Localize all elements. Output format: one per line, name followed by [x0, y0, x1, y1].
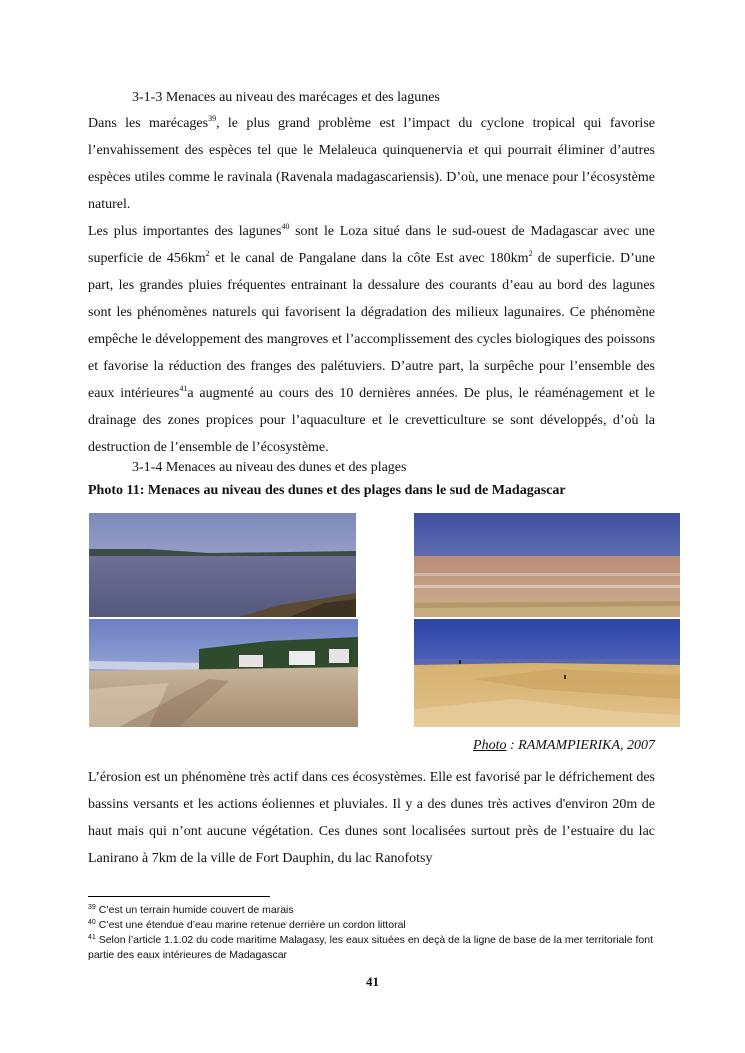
footnote-ref-39: 39	[208, 114, 217, 123]
footnote-40: $^{40}$ C’est une étendue d’eau marine retenue derrière un cordon littoral	[88, 919, 406, 931]
paragraph-marecages: Dans les marécages$^{39}$, le plus grand problème est l’impact du cyclone tropical qui favorise l’envahissement des espèces tel que le Melaleuca quinquenervia et qui pourrait éliminer d’autres espèces utiles comme le ravinala (Ravenala madagascariensis). D’où, une menace pour l’écosystème naturel.	[88, 114, 655, 212]
section-heading-3-1-3: 3-1-3 Menaces au niveau des marécages et des lagunes	[132, 90, 440, 105]
photo-beach-palms	[89, 619, 358, 727]
photo-credit: Photo : RAMAMPIERIKA, 2007	[473, 738, 655, 753]
footnote-ref-41: 41	[179, 384, 188, 393]
photo-caption: Photo 11: Menaces au niveau des dunes et des plages dans le sud de Madagascar	[88, 483, 566, 498]
photo-dune	[414, 619, 680, 727]
photo-lagoon	[89, 513, 356, 617]
photo-sea-horizon	[414, 513, 680, 617]
footnote-41: $^{41}$ Selon l’article 1.1.02 du code maritime Malagasy, les eaux situées en deçà de la ligne de base de la mer territoriale font partie des eaux intérieures de Madagascar	[88, 934, 653, 961]
footnote-ref-40: 40	[281, 222, 290, 231]
footnote-separator	[88, 896, 270, 897]
footnote-39: $^{39}$ C’est un terrain humide couvert de marais	[88, 904, 294, 916]
superscript-2: 2	[528, 249, 533, 258]
section-heading-3-1-4: 3-1-4 Menaces au niveau des dunes et des plages	[132, 460, 407, 475]
page-number: 41	[366, 974, 379, 989]
superscript-2: 2	[205, 249, 210, 258]
paragraph-lagunes: Les plus importantes des lagunes$^{40}$ sont le Loza situé dans le sud-ouest de Madagascar avec une superficie de $456km^2$ et le canal de Pangalane dans la côte Est avec $180km^2$ de superficie. D’une part, les grandes pluies fréquentes entrainant la dessalure des courants d’eau au bord des lagunes sont les phénomènes naturels qui favorisent la dégradation des milieux lagunaires. Ce phénomène empêche le développement des mangroves et l’accomplissement des cycles biologiques des poissons et favorise la réduction des franges des palétuviers. D’autre part, la surpêche pour l’ensemble des eaux intérieures$^{41}$a augmenté au cours des 10 dernières années. De plus, le réaménagement et le drainage des zones propices pour l’aquaculture et le crevetticulture se sont développés, d’où la destruction de l’ensemble de l’écosystème.	[88, 222, 655, 455]
paragraph-erosion: L’érosion est un phénomène très actif dans ces écosystèmes. Elle est favorisé par le défrichement des bassins versants et les actions éoliennes et pluviales. Il y a des dunes très actives d'environ 20m de haut mais qui n’ont aucune végétation. Ces dunes sont localisées surtout près de l’estuaire du lac Lanirano à 7km de la ville de Fort Dauphin, du lac Ranofotsy	[88, 770, 655, 866]
